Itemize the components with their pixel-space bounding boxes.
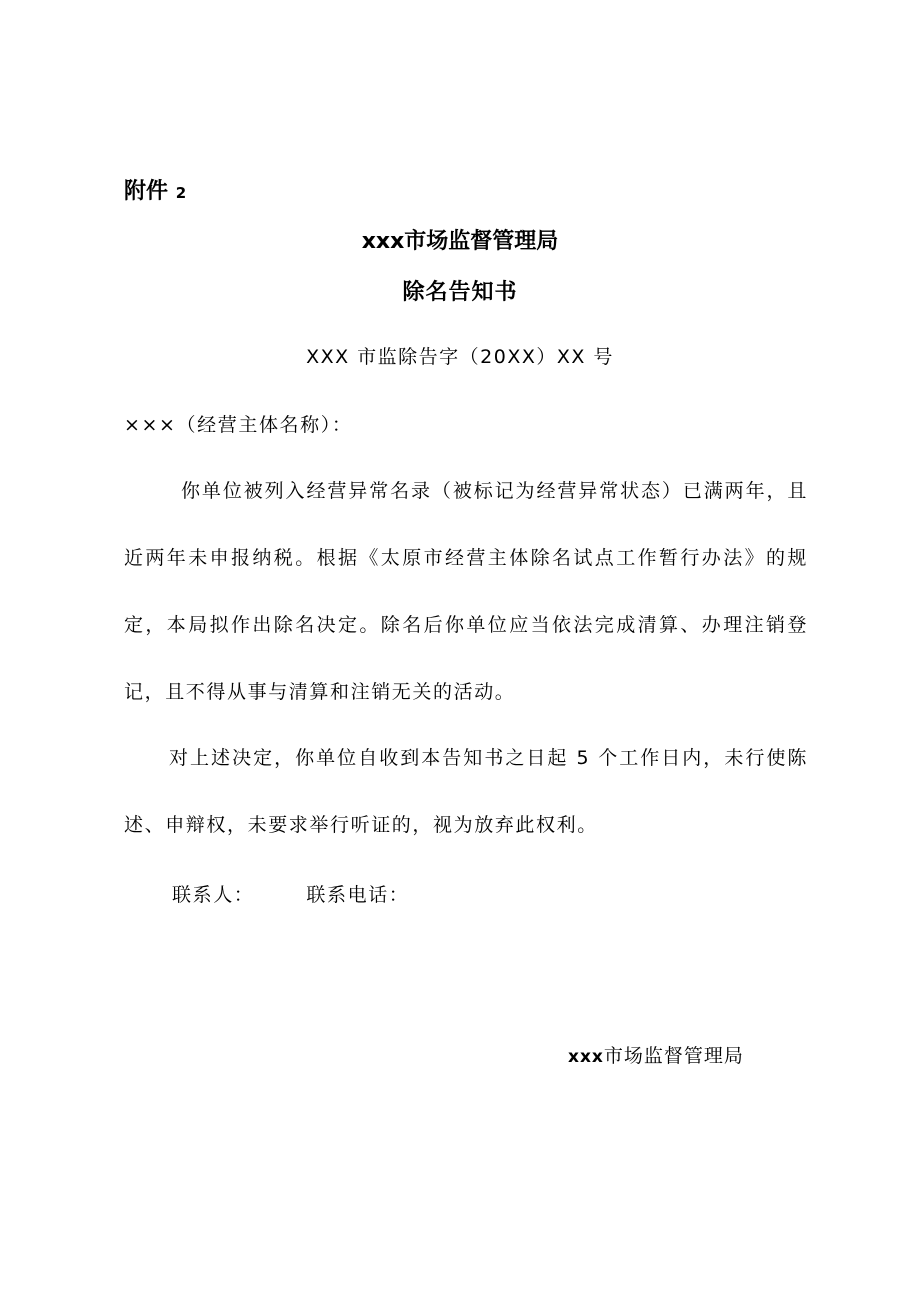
signature-name: 市场监督管理局 <box>603 1045 744 1067</box>
contact-line <box>172 880 409 907</box>
attachment-number: 2 <box>175 184 187 202</box>
contact-phone-label: 联系电话： <box>306 884 410 906</box>
addressee: ×××（经营主体名称）： <box>124 414 353 436</box>
body-paragraph-2: 对上述决定，你单位自收到本告知书之日起 5 个工作日内，未行使陈述、申辩权，未要求举行听证的，视为放弃此权利。 <box>124 747 808 836</box>
contact-person-label: 联系人： <box>172 884 255 906</box>
attachment-text: 附件 <box>124 179 169 204</box>
signature-prefix: xxx <box>568 1047 604 1067</box>
document-number: XXX 市监除告字（20XX）XX 号 <box>306 346 614 368</box>
signature-block <box>568 1041 744 1068</box>
issuer-title: xxx市场监督管理局 <box>361 229 559 254</box>
body-paragraph-1: 你单位被列入经营异常名录（被标记为经营异常状态）已满两年，且近两年未申报纳税。根据《太原市经营主体除名试点工作暂行办法》的规定，本局拟作出除名决定。除名后你单位应当依法完成清算、办理注销登记，且不得从事与清算和注销无关的活动。 <box>124 480 808 703</box>
attachment-label <box>124 174 186 205</box>
notice-title: 除名告知书 <box>402 280 518 305</box>
